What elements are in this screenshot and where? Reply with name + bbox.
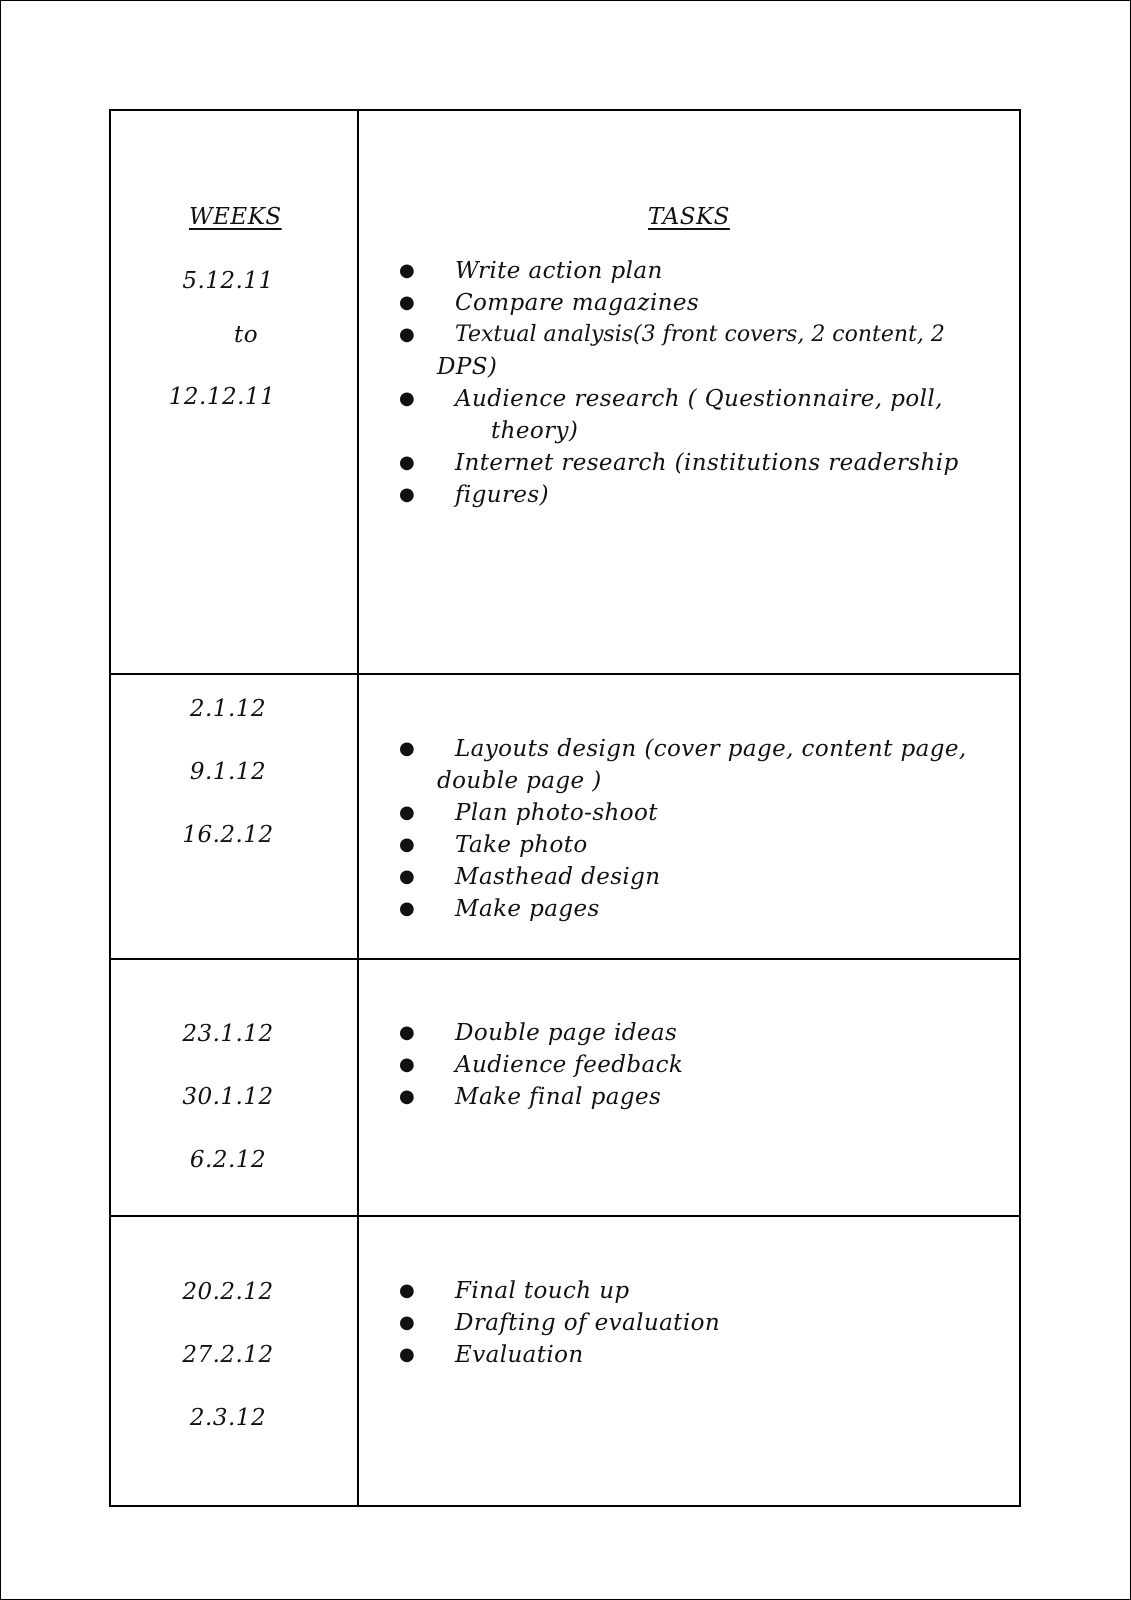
week-date: 6.2.12	[189, 1147, 267, 1173]
bullet-icon: ●	[399, 484, 416, 505]
tasks-header: TASKS	[648, 204, 730, 230]
bullet-icon: ●	[399, 452, 416, 473]
bullet-icon: ●	[399, 1344, 416, 1365]
bullet-icon: ●	[399, 1280, 416, 1301]
list-item-continuation: double page )	[437, 768, 602, 794]
week-date: 5.12.11	[182, 268, 274, 294]
bullet-icon: ●	[399, 834, 416, 855]
week-separator: to	[233, 322, 259, 348]
week-date: 16.2.12	[182, 822, 274, 848]
bullet-icon: ●	[399, 802, 416, 823]
weeks-cell	[111, 675, 357, 960]
list-item-continuation: theory)	[491, 418, 579, 444]
weeks-header: WEEKS	[189, 204, 282, 230]
table-row	[111, 673, 1019, 958]
week-date: 23.1.12	[182, 1021, 274, 1047]
table-row	[111, 1215, 1019, 1505]
bullet-icon: ●	[399, 324, 416, 345]
bullet-icon: ●	[399, 1086, 416, 1107]
weeks-cell	[111, 111, 357, 673]
table-row	[111, 111, 1019, 673]
bullet-icon: ●	[399, 292, 416, 313]
weeks-cell	[111, 960, 357, 1217]
bullet-icon: ●	[399, 1054, 416, 1075]
week-date: 30.1.12	[182, 1084, 274, 1110]
bullet-icon: ●	[399, 1312, 416, 1333]
week-date: 2.1.12	[189, 696, 267, 722]
week-date: 2.3.12	[189, 1405, 267, 1431]
weeks-cell	[111, 1217, 357, 1507]
week-date: 20.2.12	[182, 1279, 274, 1305]
bullet-icon: ●	[399, 866, 416, 887]
week-date: 12.12.11	[168, 384, 276, 410]
tasks-cell: ● Layouts design (cover page, content page, double page ) ● Plan photo-shoot ● Take photo ● Masthead design ● Make pages	[359, 675, 1019, 960]
tasks-cell: ● Write action plan ● Compare magazines ● Textual analysis(3 front covers, 2 content, 2 DPS) ● Audience research ( Questionnaire, poll, theory) ● Internet research (institutions readership ● figures)	[359, 111, 1019, 673]
list-item-continuation: DPS)	[437, 354, 498, 380]
table-row	[111, 958, 1019, 1215]
tasks-cell: ● Final touch up ● Drafting of evaluation ● Evaluation	[359, 1217, 1019, 1507]
action-plan-table	[109, 109, 1021, 1507]
bullet-icon: ●	[399, 738, 416, 759]
week-date: 27.2.12	[182, 1342, 274, 1368]
bullet-icon: ●	[399, 1022, 416, 1043]
bullet-icon: ●	[399, 260, 416, 281]
week-date: 9.1.12	[189, 759, 267, 785]
bullet-icon: ●	[399, 388, 416, 409]
bullet-icon: ●	[399, 898, 416, 919]
tasks-cell: ● Double page ideas ● Audience feedback ● Make final pages	[359, 960, 1019, 1217]
